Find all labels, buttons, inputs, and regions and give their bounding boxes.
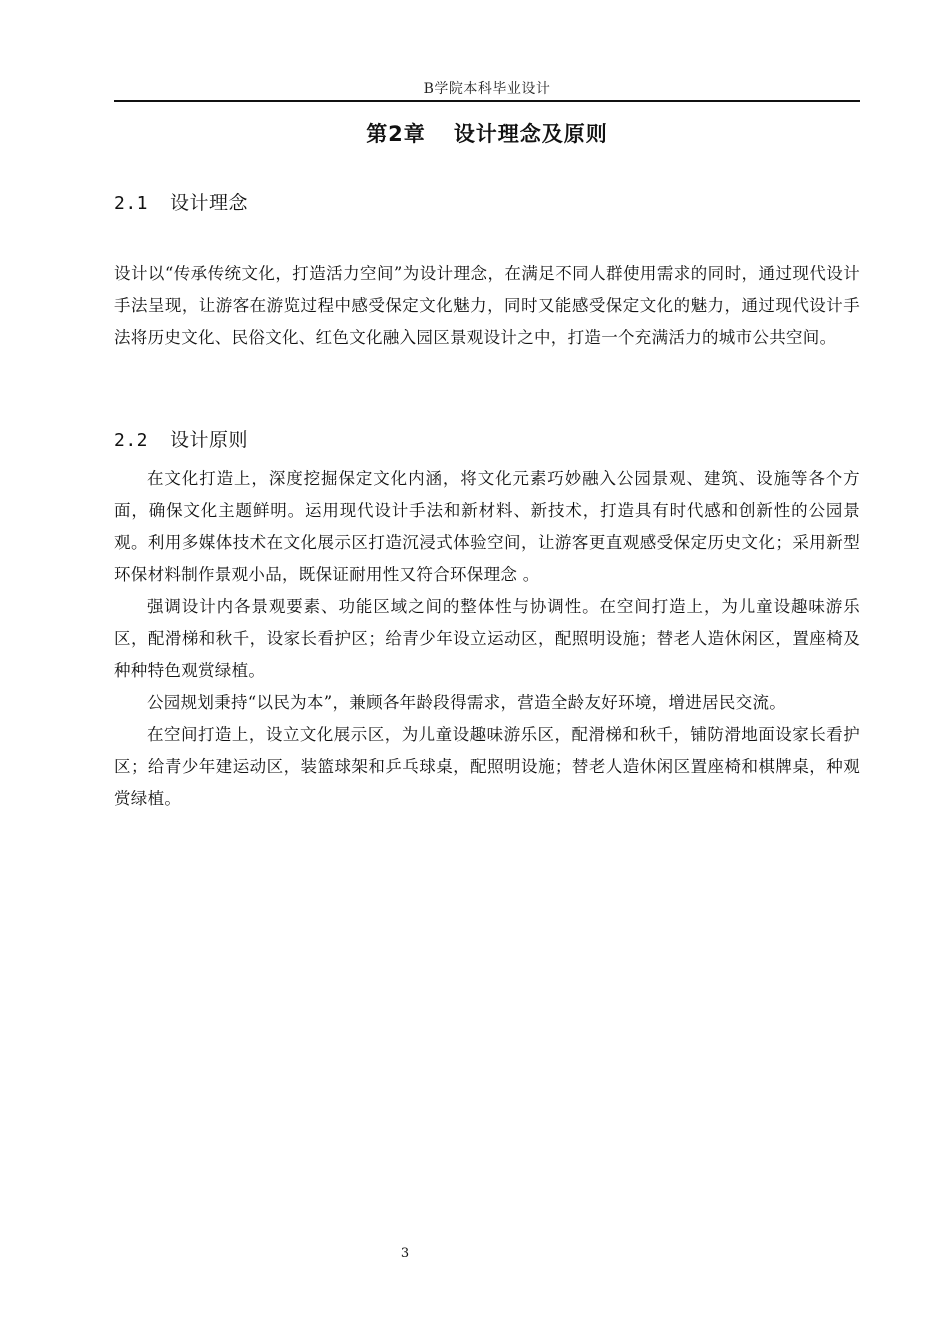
page-number: 3 (400, 1246, 410, 1261)
section-number: 2.2 (114, 430, 149, 451)
chapter-title (114, 118, 860, 148)
section-body-design-principles (114, 463, 860, 815)
section-heading-2-1 (114, 188, 248, 215)
paragraph: 公园规划秉持“以民为本”，兼顾各年龄段得需求，营造全龄友好环境，增进居民交流。 (147, 693, 787, 712)
paragraph: 强调设计内各景观要素、功能区域之间的整体性与协调性。在空间打造上，为儿童设趣味游乐区，配滑梯和秋千，设家长看护区；给青少年设立运动区，配照明设施；替老人造休闲区，置座椅及种种特色观赏绿植。 (114, 597, 860, 680)
paragraph: 在文化打造上，深度挖掘保定文化内涵，将文化元素巧妙融入公园景观、建筑、设施等各个方面，确保文化主题鲜明。运用现代设计手法和新材料、新技术，打造具有时代感和创新性的公园景观。利用多媒体技术在文化展示区打造沉浸式体验空间，让游客更直观感受保定历史文化；采用新型环保材料制作景观小品，既保证耐用性又符合环保理念 。 (114, 469, 860, 584)
header-divider (114, 100, 860, 102)
section-title: 设计理念 (170, 192, 249, 214)
chapter-number: 第2章 (366, 122, 426, 146)
paragraph: 设计以“传承传统文化，打造活力空间”为设计理念，在满足不同人群使用需求的同时，通过现代设计手法呈现，让游客在游览过程中感受保定文化魅力，同时又能感受保定文化的魅力，通过现代设计手法将历史文化、民俗文化、红色文化融入园区景观设计之中，打造一个充满活力的城市公共空间。 (114, 264, 860, 347)
section-title: 设计原则 (170, 429, 249, 451)
chapter-heading-text: 设计理念及原则 (453, 122, 608, 146)
section-body-design-concept (114, 258, 860, 354)
paragraph: 在空间打造上，设立文化展示区，为儿童设趣味游乐区，配滑梯和秋千，铺防滑地面设家长看护区；给青少年建运动区，装篮球架和乒乓球桌，配照明设施；替老人造休闲区置座椅和棋牌桌，种观赏绿植。 (114, 725, 860, 808)
page-header: B学院本科毕业设计 (423, 81, 551, 97)
section-number: 2.1 (114, 193, 149, 214)
section-heading-2-2 (114, 425, 248, 452)
